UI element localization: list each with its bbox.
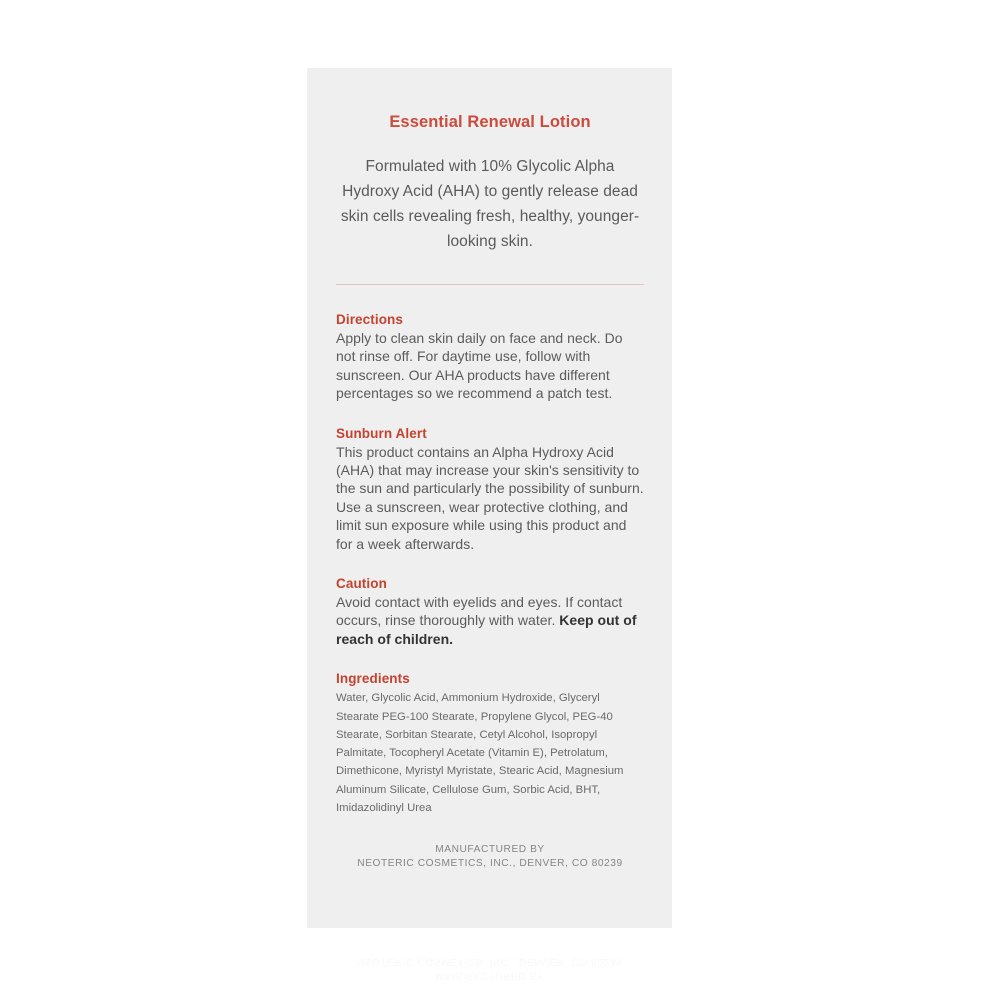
ingredients-list: Water, Glycolic Acid, Ammonium Hydroxide, Glyceryl Stearate PEG-100 Stearate, Propylene Glycol, PEG-40 Stearate, Sorbitan Stearate, Cetyl Alcohol, Isopropyl Palmitate, Tocopheryl Acetate (Vitamin E), Petrolatum, Dimethicone, Myristyl Myristate, Stearic Acid, Magnesium Aluminum Silicate, Cellulose Gum, Sorbic Acid, BHT, Imidazolidinyl Urea: [336, 692, 624, 815]
label-content: [336, 68, 644, 870]
page-title: Essential Renewal Lotion: [389, 113, 591, 131]
reflection-line-2: NEOTERIC COSMETICS, INC., DENVER, CO 80239: [356, 956, 623, 968]
section-heading-ingredients: Ingredients: [336, 671, 410, 687]
section-heading-caution: Caution: [336, 576, 387, 592]
manufacturer-line-2: NEOTERIC COSMETICS, INC., DENVER, CO 80239: [357, 857, 623, 869]
section-heading-sunburn-alert: Sunburn Alert: [336, 425, 427, 441]
product-label-panel: [307, 68, 672, 928]
product-description: Formulated with 10% Glycolic Alpha Hydroxy Acid (AHA) to gently release dead skin cells revealing fresh, healthy, younger-looking skin.: [340, 158, 640, 250]
section-ingredients: [336, 648, 644, 817]
section-heading-directions: Directions: [336, 312, 404, 327]
manufacturer-info: [336, 817, 644, 870]
caution-text-emphasis: Keep out of reach of children.: [336, 612, 637, 647]
section-caution: [336, 553, 644, 648]
section-body-sunburn-alert: This product contains an Alpha Hydroxy Acid (AHA) that may increase your skin's sensitivity to the sun and particularly the possibility of sunburn. Use a sunscreen, wear protective clothing, and limit sun exposure while using this product and for a week afterwards.: [336, 443, 644, 552]
reflection-line-1: MANUFACTURED BY: [434, 970, 545, 981]
manufacturer-reflection-artifact: [307, 955, 672, 982]
manufacturer-line-1: MANUFACTURED BY: [435, 844, 545, 856]
section-directions: [336, 285, 644, 403]
section-body-caution: [336, 593, 644, 648]
section-body-directions: Apply to clean skin daily on face and neck. Do not rinse off. For daytime use, follow with sunscreen. Our AHA products have different percentages so we recommend a patch test.: [336, 330, 623, 402]
caution-text-lead: Avoid contact with eyelids and eyes. If contact occurs, rinse thoroughly with water.: [336, 594, 623, 629]
section-sunburn-alert: [336, 403, 644, 553]
